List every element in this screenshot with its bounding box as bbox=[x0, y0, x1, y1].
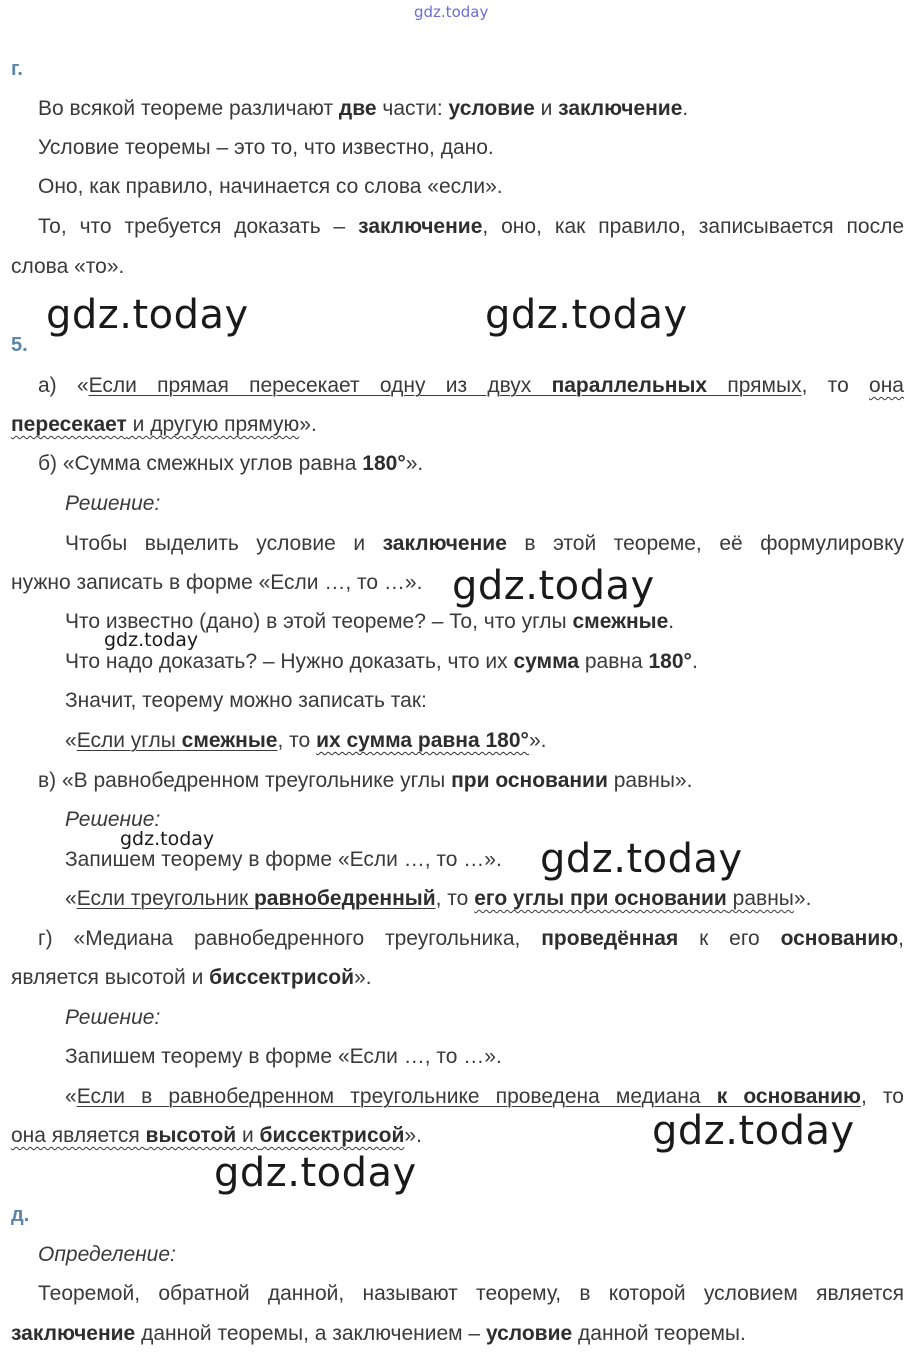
text-line: «Если в равнобедренном треугольнике проведена медиана к основанию, то bbox=[65, 1085, 904, 1108]
watermark: gdz.today bbox=[540, 836, 743, 882]
text-line: Чтобы выделить условие и заключение в этой теореме, её формулировку bbox=[65, 532, 904, 555]
text-line: Условие теоремы – это то, что известно, дано. bbox=[38, 136, 494, 159]
text-line: заключение данной теоремы, а заключением – условие данной теоремы. bbox=[11, 1322, 746, 1345]
watermark: gdz.today bbox=[120, 828, 215, 850]
solution-label: Решение: bbox=[65, 492, 161, 515]
text-line: слова «то». bbox=[11, 255, 125, 278]
watermark: gdz.today bbox=[46, 292, 249, 338]
text-line: Что известно (дано) в этой теореме? – То, что углы смежные. bbox=[65, 610, 675, 633]
text-line: нужно записать в форме «Если …, то …». bbox=[11, 571, 423, 594]
text-line: пересекает и другую прямую». bbox=[11, 413, 317, 436]
text-line: г) «Медиана равнобедренного треугольника, проведённая к его основанию, bbox=[38, 927, 905, 950]
watermark: gdz.today bbox=[214, 1150, 417, 1196]
text-line: Оно, как правило, начинается со слова «если». bbox=[38, 175, 503, 198]
text-line: в) «В равнобедренном треугольнике углы при основании равны». bbox=[38, 769, 693, 792]
watermark: gdz.today bbox=[485, 292, 688, 338]
solution-label: Решение: bbox=[65, 1006, 161, 1029]
text-line: «Если углы смежные, то их сумма равна 180°». bbox=[65, 729, 547, 752]
text-line: Запишем теорему в форме «Если …, то …». bbox=[65, 1045, 502, 1068]
text-line: Что надо доказать? – Нужно доказать, что их сумма равна 180°. bbox=[65, 650, 698, 673]
text-line: Теоремой, обратной данной, называют теорему, в которой условием является bbox=[38, 1282, 904, 1305]
text-line: То, что требуется доказать – заключение, оно, как правило, записывается после bbox=[38, 215, 904, 238]
text-line: Запишем теорему в форме «Если …, то …». bbox=[65, 848, 502, 871]
watermark: gdz.today bbox=[652, 1108, 855, 1154]
text-line: она является высотой и биссектрисой». bbox=[11, 1124, 422, 1147]
definition-label: Определение: bbox=[38, 1243, 176, 1266]
section-heading-5: 5. bbox=[11, 334, 28, 356]
text-line: б) «Сумма смежных углов равна 180°». bbox=[38, 452, 424, 475]
text-line: Значит, теорему можно записать так: bbox=[65, 689, 427, 712]
text-line: является высотой и биссектрисой». bbox=[11, 966, 372, 989]
section-heading-d: д. bbox=[11, 1204, 30, 1226]
text-line: «Если треугольник равнобедренный, то его углы при основании равны». bbox=[65, 887, 812, 910]
watermark-top: gdz.today bbox=[414, 3, 489, 21]
section-heading-g: г. bbox=[11, 58, 23, 80]
solution-label: Решение: bbox=[65, 808, 161, 831]
text-line: а) «Если прямая пересекает одну из двух параллельных прямых, то она bbox=[38, 374, 904, 397]
watermark: gdz.today bbox=[452, 563, 655, 609]
watermark: gdz.today bbox=[104, 629, 199, 651]
text-line: Во всякой теореме различают две части: условие и заключение. bbox=[38, 97, 689, 120]
